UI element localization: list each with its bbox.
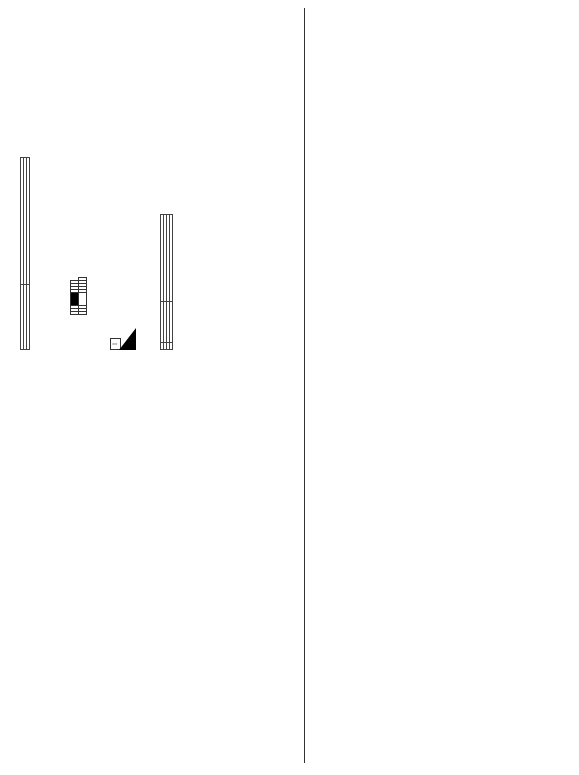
- connector-e6-panel: [0, 0, 285, 360]
- hs-icon: ▯: [110, 328, 136, 350]
- page-divider: [304, 8, 305, 763]
